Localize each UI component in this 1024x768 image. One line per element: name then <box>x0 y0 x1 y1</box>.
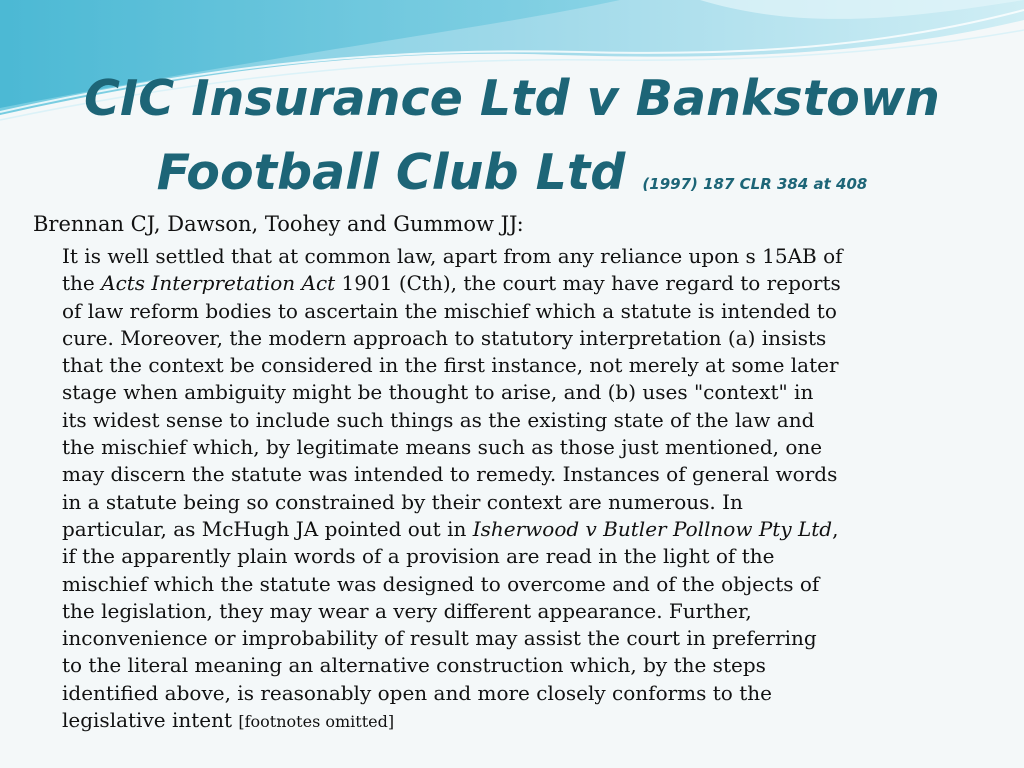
quote-text: legislative intent <box>62 708 239 733</box>
quote-text: 1901 (Cth), the court may have regard to reports <box>335 271 841 296</box>
quote-line: of law reform bodies to ascertain the mischief which a statute is intended to <box>62 298 837 323</box>
quote-line <box>62 270 997 297</box>
quote-line: It is well settled that at common law, apart from any reliance upon s 15AB of <box>62 244 843 268</box>
quote-line: its widest sense to include such things as the existing state of the law and <box>62 407 815 432</box>
title-line-2 <box>0 136 1024 221</box>
quote-line: inconvenience or improbability of result may assist the court in preferring <box>62 626 817 651</box>
case-citation: (1997) 187 CLR 384 at 408 <box>642 175 868 193</box>
judges-attribution: Brennan CJ, Dawson, Toohey and Gummow JJ: <box>33 212 524 236</box>
quote-text: the <box>62 271 102 296</box>
quote-line: identified above, is reasonably open and more closely conforms to the <box>62 680 772 705</box>
quote-line: cure. Moreover, the modern approach to statutory interpretation (a) insists <box>62 325 827 350</box>
quote-line: the mischief which, by legitimate means such as those just mentioned, one <box>62 435 823 460</box>
quote-line: the legislation, they may wear a very different appearance. Further, <box>62 598 752 623</box>
title-line-2-text: Football Club Ltd <box>156 144 626 201</box>
case-name: Isherwood v Butler Pollnow Pty Ltd <box>472 516 833 541</box>
slide-title <box>0 62 1024 221</box>
quote-line <box>62 707 997 735</box>
footnote-note: [footnotes omitted] <box>238 712 395 732</box>
act-name: Acts Interpretation Act <box>101 271 336 296</box>
quote-line: in a statute being so constrained by their context are numerous. In <box>62 489 743 514</box>
title-line-1: CIC Insurance Ltd v Bankstown <box>84 70 940 127</box>
quote-line: if the apparently plain words of a provision are read in the light of the <box>62 544 775 569</box>
quote-line: mischief which the statute was designed to overcome and of the objects of <box>62 571 820 596</box>
quote-line <box>62 516 997 543</box>
quote-line: stage when ambiguity might be thought to arise, and (b) uses "context" in <box>62 380 814 405</box>
quote-line: may discern the statute was intended to remedy. Instances of general words <box>62 462 838 487</box>
quote-line: to the literal meaning an alternative construction which, by the steps <box>62 653 766 678</box>
quote-line: that the context be considered in the first instance, not merely at some later <box>62 353 839 378</box>
quote-text: , <box>832 516 839 541</box>
judgment-quote <box>62 243 997 735</box>
quote-text: particular, as McHugh JA pointed out in <box>62 516 473 541</box>
